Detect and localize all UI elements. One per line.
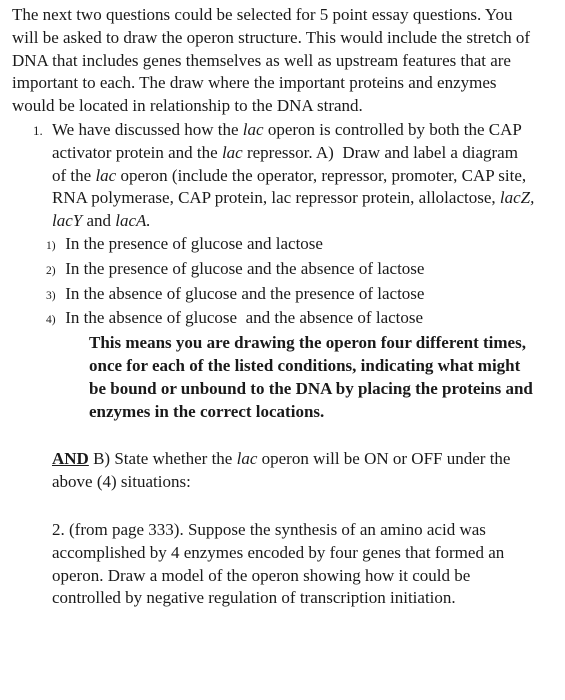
q1-lacy: lacY xyxy=(52,211,83,231)
condition-item xyxy=(46,258,535,283)
intro-paragraph: The next two questions could be selected for 5 point essay questions. You will be asked to draw the operon structure. This would include the stretch of DNA that includes genes themselves as well as upstream features that are important to each. The draw where the important proteins and enzymes would be located in relationship to the DNA strand. xyxy=(12,5,531,116)
condition-number: 2) xyxy=(46,264,56,277)
condition-item xyxy=(46,233,535,258)
q1-lac-2: lac xyxy=(221,142,243,162)
condition-item xyxy=(46,283,535,308)
part-b-text-b: operon will be ON or OFF under the above (4) situations: xyxy=(52,449,511,492)
condition-text: In the absence of glucose and the presence of lactose xyxy=(65,283,425,303)
conditions-list xyxy=(12,233,535,332)
q1-lac-1: lac xyxy=(242,119,264,139)
condition-number: 3) xyxy=(46,289,56,302)
condition-number: 4) xyxy=(46,314,56,327)
condition-text: In the presence of glucose and lactose xyxy=(65,233,323,253)
emphasis-note: This means you are drawing the operon four different times, once for each of the listed conditions, indicating what might be bound or unbound to the DNA by placing the proteins and enzymes in the correct locations. xyxy=(89,333,533,421)
question-2: 2. (from page 333). Suppose the synthesis of an amino acid was accomplished by 4 enzymes encoded by four genes that formed an operon. Draw a model of the operon showing how it could be controlled by negative regulation of transcription initiation. xyxy=(52,519,505,608)
q1-lacz: lacZ, xyxy=(499,188,535,208)
q1-lac-3: lac xyxy=(95,165,117,185)
question-1 xyxy=(33,119,535,233)
q1-text-a: We have discussed how the xyxy=(52,119,243,139)
part-b-text-a: B) State whether the xyxy=(88,449,237,469)
q1-text-e: and xyxy=(82,211,116,231)
part-b-lac: lac xyxy=(236,449,258,469)
condition-number: 1) xyxy=(46,239,56,252)
question-1-number: 1. xyxy=(33,122,43,138)
condition-item xyxy=(46,307,535,332)
part-b-and: AND xyxy=(52,449,89,469)
condition-text: In the presence of glucose and the absence of lactose xyxy=(65,258,425,278)
q1-text-b: operon is controlled by both the CAP activator protein and the xyxy=(52,119,522,162)
condition-text: In the absence of glucose and the absence of lactose xyxy=(65,308,424,328)
q1-text-d: operon (include the operator, repressor, promoter, CAP site, RNA polymerase, CAP protein, lac repressor protein, allolactose, xyxy=(52,165,527,208)
part-b xyxy=(52,448,535,494)
q1-text-c: repressor. A) Draw and label a diagram of the xyxy=(52,142,518,185)
q1-laca: lacA. xyxy=(115,211,151,231)
